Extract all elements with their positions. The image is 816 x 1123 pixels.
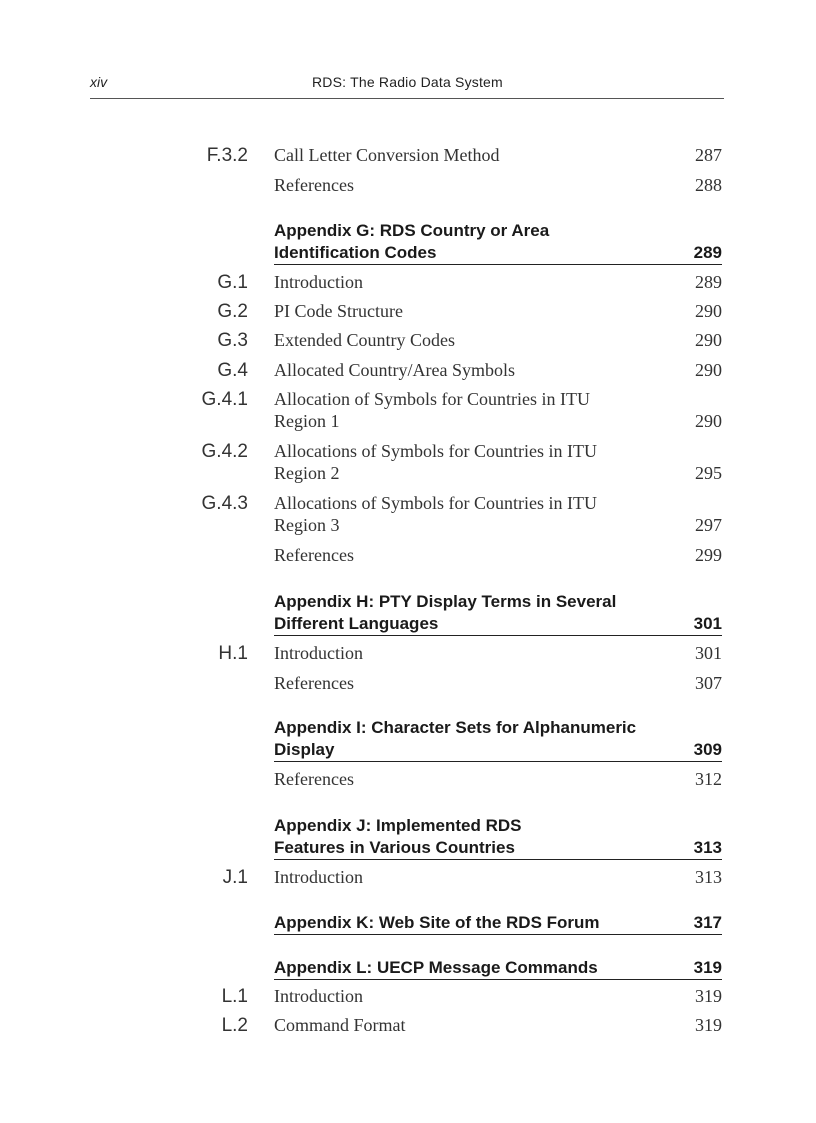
appendix-title-line: Appendix K: Web Site of the RDS Forum — [274, 913, 600, 932]
section-number: G.4 — [217, 360, 248, 381]
section-title: References — [274, 545, 354, 565]
section-title: Allocations of Symbols for Countries in ITU — [274, 441, 597, 461]
appendix-heading — [274, 957, 722, 980]
appendix-heading — [274, 591, 722, 636]
section-title: References — [274, 673, 354, 693]
page-ref: 290 — [695, 301, 722, 321]
section-title: Introduction — [274, 643, 363, 663]
toc-entry — [0, 493, 816, 517]
section-title: Introduction — [274, 867, 363, 887]
page-ref: 290 — [695, 360, 722, 380]
section-number: L.1 — [221, 986, 248, 1007]
section-title: Extended Country Codes — [274, 330, 455, 350]
toc-entry — [0, 145, 816, 169]
toc-entry — [0, 330, 816, 354]
page-ref: 289 — [695, 272, 722, 292]
page-ref: 319 — [695, 1015, 722, 1035]
toc-entry — [0, 545, 816, 569]
toc-entry — [0, 673, 816, 697]
appendix-heading — [274, 220, 722, 265]
section-title: Call Letter Conversion Method — [274, 145, 500, 165]
appendix-title-line: Appendix G: RDS Country or Area — [274, 221, 550, 240]
section-number: G.3 — [217, 330, 248, 351]
toc-entry — [0, 769, 816, 793]
toc-entry — [0, 643, 816, 667]
section-title: Allocated Country/Area Symbols — [274, 360, 515, 380]
appendix-title-line: Appendix I: Character Sets for Alphanumeric — [274, 718, 637, 737]
appendix-title-line: Display — [274, 740, 335, 759]
page-ref: 299 — [695, 545, 722, 565]
section-title: Allocations of Symbols for Countries in ITU — [274, 493, 597, 513]
toc-entry-continuation — [0, 463, 816, 487]
appendix-page: 309 — [693, 740, 722, 759]
page-ref: 312 — [695, 769, 722, 789]
section-number: J.1 — [222, 867, 248, 888]
section-title: Introduction — [274, 986, 363, 1006]
book-title: RDS: The Radio Data System — [312, 74, 503, 90]
appendix-page: 289 — [693, 243, 722, 262]
toc-entry — [0, 175, 816, 199]
section-number: L.2 — [221, 1015, 248, 1036]
section-number: H.1 — [218, 643, 248, 664]
appendix-page: 313 — [693, 838, 722, 857]
page-ref: 307 — [695, 673, 722, 693]
toc-entry — [0, 389, 816, 413]
section-title: References — [274, 769, 354, 789]
appendix-title-line: Features in Various Countries — [274, 838, 515, 857]
appendix-title-line: Different Languages — [274, 614, 439, 633]
appendix-title-line: Identification Codes — [274, 243, 437, 262]
toc-entry-continuation — [0, 515, 816, 539]
toc-entry-continuation — [0, 411, 816, 435]
appendix-heading — [274, 912, 722, 935]
appendix-title-line: Appendix L: UECP Message Commands — [274, 958, 598, 977]
toc-entry — [0, 360, 816, 384]
section-title: PI Code Structure — [274, 301, 403, 321]
section-number: G.4.2 — [201, 441, 248, 462]
section-number: G.1 — [217, 272, 248, 293]
toc-entry — [0, 986, 816, 1010]
toc-entry — [0, 1015, 816, 1039]
section-number: F.3.2 — [206, 145, 248, 166]
appendix-heading — [274, 815, 722, 860]
appendix-title-line: Appendix H: PTY Display Terms in Several — [274, 592, 617, 611]
section-title: Allocation of Symbols for Countries in ITU — [274, 389, 590, 409]
page-number: xiv — [90, 74, 108, 90]
page-ref: 297 — [695, 515, 722, 535]
toc-entry — [0, 441, 816, 465]
page-ref: 290 — [695, 330, 722, 350]
section-title-cont: Region 2 — [274, 463, 340, 483]
toc-entry — [0, 272, 816, 296]
appendix-page: 319 — [693, 958, 722, 977]
toc-entry — [0, 867, 816, 891]
page-ref: 290 — [695, 411, 722, 431]
section-title-cont: Region 1 — [274, 411, 340, 431]
section-number: G.4.3 — [201, 493, 248, 514]
appendix-title-line: Appendix J: Implemented RDS — [274, 816, 522, 835]
section-title: References — [274, 175, 354, 195]
page-ref: 319 — [695, 986, 722, 1006]
appendix-page: 301 — [693, 614, 722, 633]
page-ref: 287 — [695, 145, 722, 165]
page-ref: 313 — [695, 867, 722, 887]
section-number: G.4.1 — [201, 389, 248, 410]
page-ref: 288 — [695, 175, 722, 195]
appendix-page: 317 — [693, 913, 722, 932]
section-title-cont: Region 3 — [274, 515, 340, 535]
toc-entry — [0, 301, 816, 325]
section-title: Introduction — [274, 272, 363, 292]
page-ref: 295 — [695, 463, 722, 483]
section-number: G.2 — [217, 301, 248, 322]
running-header — [90, 74, 724, 99]
appendix-heading — [274, 717, 722, 762]
section-title: Command Format — [274, 1015, 406, 1035]
page-ref: 301 — [695, 643, 722, 663]
